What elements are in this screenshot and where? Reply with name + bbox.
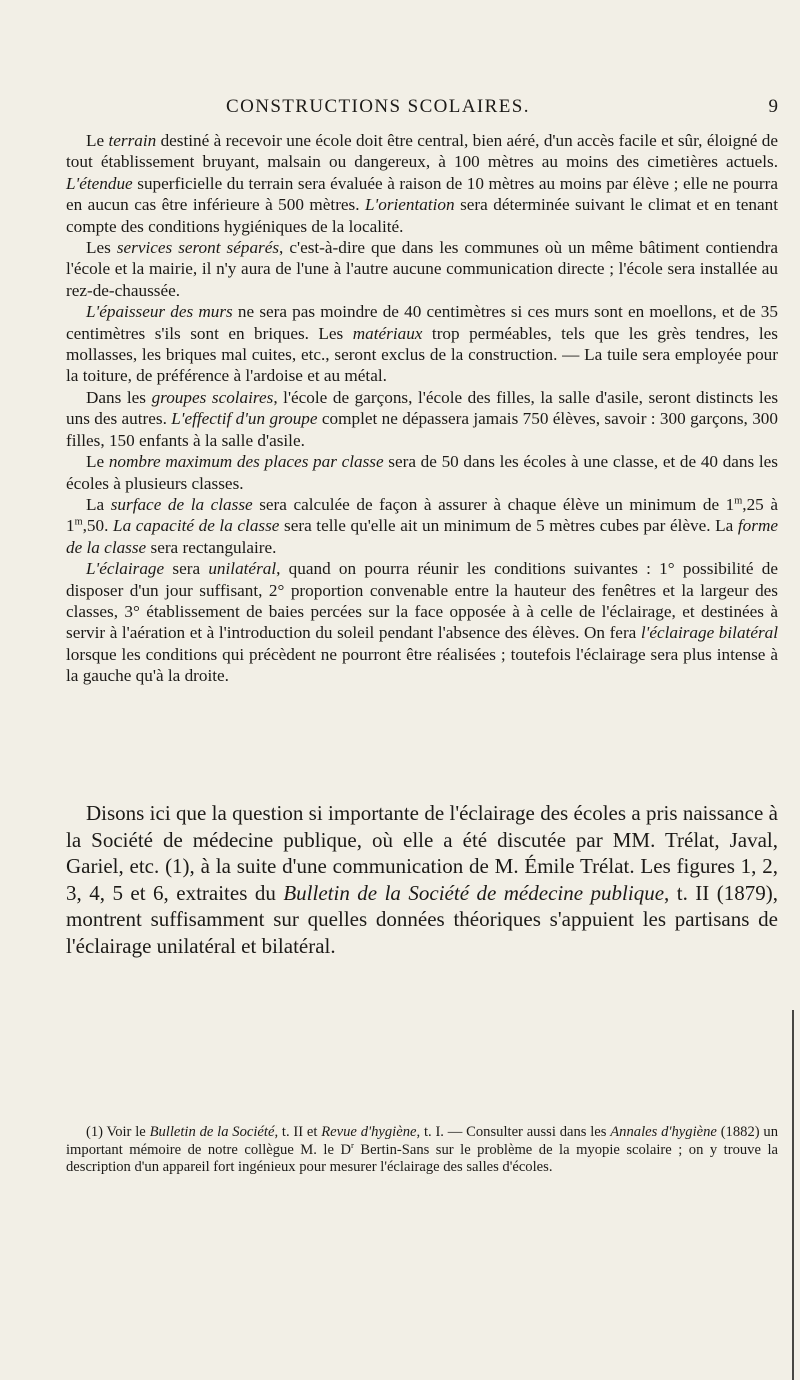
- paragraph-terrain: Le terrain destiné à recevoir une école doit être central, bien aéré, d'un accès facile et sûr, éloigné de tout établissement bruyant, malsain ou dangereux, à 100 mètres au moins des cimetières actuels. L'étendue superficielle du terrain sera évaluée à raison de 10 mètres au moins par élève ; elle ne pourra en aucun cas être inférieure à 500 mètres. L'orientation sera déterminée suivant le climat et en tenant compte des conditions hygiéniques de la localité.: [66, 131, 778, 236]
- footnote: [66, 1124, 778, 1177]
- commentary-text: [66, 800, 778, 960]
- footnote-1: (1) Voir le Bulletin de la Société, t. II et Revue d'hygiène, t. I. — Consulter aussi dans les Annales d'hygiène (1882) un important mémoire de notre collègue M. le $D^r$ Bertin-Sans sur le problème de la myopie scolaire ; on y trouve la description d'un appareil fort ingénieux pour mesurer l'éclairage des salles d'écoles.: [66, 1124, 778, 1176]
- page-edge-shadow: [792, 1010, 794, 1380]
- paragraph-services: Les services seront séparés, c'est-à-dire que dans les communes où un même bâtiment contiendra l'école et la mairie, il n'y aura de l'une à l'autre aucune communication directe ; l'école sera installée au rez-de-chaussée.: [66, 238, 778, 300]
- paragraph-surface: La surface de la classe sera calculée de façon à assurer à chaque élève un minimum de 1$^m$,25 à 1$^m$,50. La capacité de la classe sera telle qu'elle ait un minimum de 5 mètres cubes par élève. La forme de la classe sera rectangulaire.: [66, 494, 778, 557]
- running-header: [226, 96, 778, 124]
- paragraph-eclairage: L'éclairage sera unilatéral, quand on pourra réunir les conditions suivantes : 1° possibilité de disposer d'un jour suffisant, 2° proportion convenable entre la hauteur des fenêtres et la largeur des classes, 3° établissement de baies percées sur la face opposée à à celle de l'éclairage, et destinées à servir à l'aération et à l'introduction du soleil pendant l'absence des élèves. On fera l'éclairage bilatéral lorsque les conditions qui précèdent ne pourront être réalisées ; toutefois l'éclairage sera plus intense à la gauche qu'à la droite.: [66, 559, 779, 686]
- paragraph-murs: L'épaisseur des murs ne sera pas moindre de 40 centimètres si ces murs sont en moellons, et de 35 centimètres s'ils sont en briques. Les matériaux trop perméables, tels que les grès tendres, les mollasses, les briques mal cuites, etc., seront exclus de la construction. — La tuile sera employée pour la toiture, de préférence à l'ardoise et au métal.: [66, 302, 778, 386]
- running-title: CONSTRUCTIONS SCOLAIRES.: [226, 96, 530, 117]
- paragraph-disons: Disons ici que la question si importante de l'éclairage des écoles a pris naissance à la Société de médecine publique, où elle a été discutée par MM. Trélat, Javal, Gariel, etc. (1), à la suite d'une communication de M. Émile Trélat. Les figures 1, 2, 3, 4, 5 et 6, extraites du Bulletin de la Société de médecine publique, t. II (1879), montrent suffisamment sur quelles données théoriques s'appuient les partisans de l'éclairage unilatéral et bilatéral.: [66, 801, 778, 958]
- page-number: 9: [768, 96, 778, 117]
- paragraph-groupes: Dans les groupes scolaires, l'école de garçons, l'école des filles, la salle d'asile, seront distincts les uns des autres. L'effectif d'un groupe complet ne dépassera jamais 750 élèves, savoir : 300 garçons, 300 filles, 150 enfants à la salle d'asile.: [66, 387, 779, 450]
- regulations-text: [66, 130, 778, 687]
- paragraph-nombre: Le nombre maximum des places par classe sera de 50 dans les écoles à une classe, et de 40 dans les écoles à plusieurs classes.: [66, 452, 778, 493]
